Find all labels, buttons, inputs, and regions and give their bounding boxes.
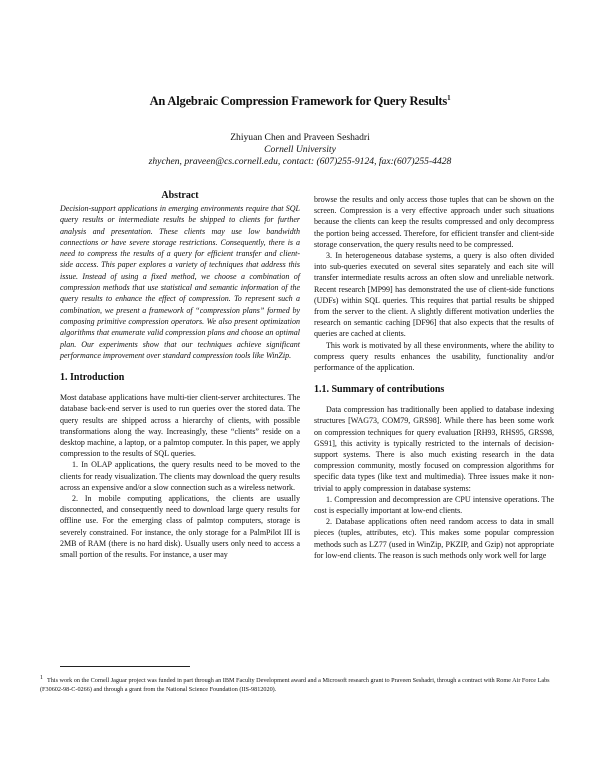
body-paragraph: This work is motivated by all these environments, where the ability to compress query results enhances the usability, functionality and/or performance of the application. [314, 340, 554, 373]
contact-line: zhychen, praveen@cs.cornell.edu, contact: (607)255-9124, fax:(607)255-4428 [148, 156, 452, 167]
footnote-rule [60, 666, 190, 667]
footnote-mark: 1 [40, 675, 43, 681]
footnote-text: This work on the Cornell Jaguar project was funded in part through an IBM Faculty Development award and a Microsoft research grant to Praveen Seshadri, through a contract with Rome Air Force Labs (F30602-98-C-0266) and through a grant from the National Science Foundation (IIS-9812020). [40, 677, 550, 693]
abstract-text: Decision-support applications in emerging environments require that SQL query results or intermediate results be shipped to clients for further analysis and presentation. These clients may use low bandwidth connections or have severe storage restrictions. Consequently, there is a need to compress the results of a query for efficient transfer and client-side access. This paper explores a variety of techniques that address this issue. Instead of using a fixed method, we choose a combination of compression methods that use statistical and semantic information of the query results to enhance the effect of compression. To represent such a combination, we present a framework of “compression plans” formed by composing primitive compression operators. We also present optimization algorithms that enumerate valid compression plans and choose an optimal plan. Our experiments show that our techniques achieve significant performance improvement over standard compression tools like WinZip. [60, 204, 300, 360]
paper-title: An Algebraic Compression Framework for Query Results$^1$ [149, 94, 451, 109]
title-footnote-mark: 1 [447, 94, 451, 102]
intro-paragraph: 1. In OLAP applications, the query results need to be moved to the clients for ready visualization. The clients may download the query results across an expensive and/or a slow connection such as a wireless network. [60, 460, 300, 492]
author-block [40, 132, 560, 168]
left-column [60, 190, 300, 560]
body-paragraph: 3. In heterogeneous database systems, a query is also often divided into sub-queries executed on several sites separately and each site will transfer intermediate results across an often slow and unreliable network. Recent research [MP99] has demonstrated the use of client-side functions (UDFs) within SQL queries. This requires that partial results be shipped from the server to the client. A slightly different motivation underlies the research on semantic caching [DF96] that also expects that the results of queries are cached at clients. [314, 251, 554, 339]
summary-paragraph: 2. Database applications often need random access to data in small pieces (tuples, attributes, etc). This makes some popular compression methods such as LZ77 (used in WinZip, PKZIP, and Gzip) not appropriate for low-end clients. The reason is such methods only work well for large [314, 517, 554, 560]
intro-paragraph: 2. In mobile computing applications, the clients are usually disconnected, and consequently need to download large query results for offline use. For the emerging class of palmtop computers, storage is severely constrained. For instance, the only storage for a PalmPilot III is 2MB of RAM (there is no hard disk). Usually users only need to access a small portion of the results. For instance, a user may [60, 493, 300, 559]
section-heading-introduction: 1. Introduction [60, 372, 125, 384]
body-paragraph: browse the results and only access those tuples that can be shown on the screen. Compression is a very effective approach under such situations because the clients can keep the results compressed and only decompress the portion being accessed. Therefore, for efficient transfer and client-side storage conservation, the query results need to be compressed. [314, 195, 554, 249]
footnote [40, 674, 560, 694]
section-heading-summary: 1.1. Summary of contributions [314, 384, 445, 396]
abstract-heading: Abstract [161, 190, 199, 201]
right-column [314, 194, 554, 561]
summary-paragraph: Data compression has traditionally been applied to database indexing structures [WAG73, COM79, GRS98]. While there has been some work on compression techniques for query evaluation [RH93, RHS95, GRS98, GS91], this activity is typically restricted to the internals of decision-support systems. There is also much existing research in the data compression community, mostly focused on compression algorithms for specific data types (like text and multimedia). Three issues make it non-trivial to apply compression in database systems: [314, 405, 554, 493]
intro-paragraph: Most database applications have multi-tier client-server architectures. The database back-end server is used to run queries over the stored data. The query results are shipped across a hierarchy of clients, with possible transformations along the way. Increasingly, these “clients” reside on a desktop machine, a laptop, or a palmtop computer. In this paper, we apply compression to the results of SQL queries. [60, 393, 300, 459]
summary-paragraph: 1. Compression and decompression are CPU intensive operations. The cost is especially important at low-end clients. [314, 494, 554, 516]
authors: Zhiyuan Chen and Praveen Seshadri [230, 132, 370, 143]
affiliation: Cornell University [264, 144, 336, 155]
